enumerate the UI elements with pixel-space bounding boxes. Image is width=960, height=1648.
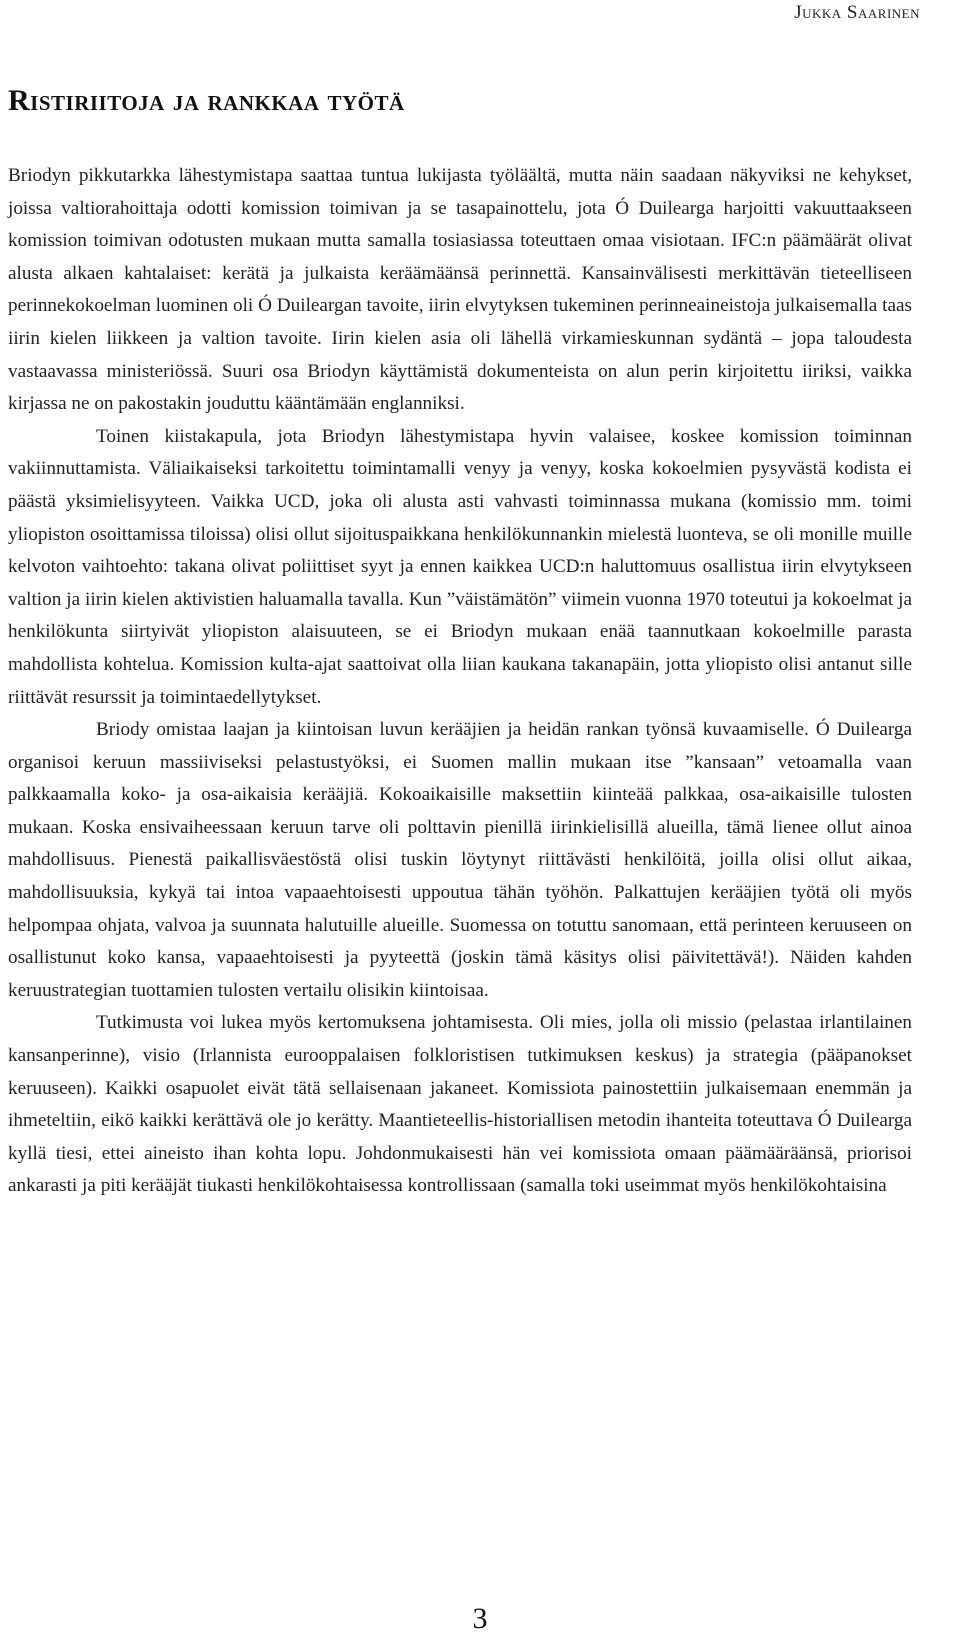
paragraph: Briody omistaa laajan ja kiintoisan luvun kerääjien ja heidän rankan työnsä kuvaamiselle. Ó Duilearga organisoi keruun massiiviseksi pelastustyöksi, ei Suomen mallin mukaan itse ”kansaan” vetoamalla vaan palkkaamalla koko- ja osa-aikaisia kerääjiä. Kokoaikaisille maksettiin kiinteää palkkaa, osa-aikaisille tulosten mukaan. Koska ensivaiheessaan keruun tarve oli polttavin pienillä iirinkielisillä alueilla, tämä lienee ollut ainoa mahdollisuus. Pienestä paikallisväestöstä olisi tuskin löytynyt riittävästi henkilöitä, joilla olisi ollut aikaa, mahdollisuuksia, kykyä tai intoa vapaaehtoisesti uppoutua tähän työhön. Palkattujen kerääjien työtä oli myös helpompaa ohjata, valvoa ja suunnata halutuille alueille. Suomessa on totuttu sanomaan, että perinteen keruuseen on osallistunut koko kansa, vapaaehtoisesti ja pyyteettä (joskin tämä käsitys olisi päivitettävä!). Näiden kahden keruustrategian tuottamien tulosten vertailu olisikin kiintoisaa. [8,719,912,1001]
article-body [8,160,912,1203]
page-number: 3 [472,1602,488,1635]
running-head: Jukka Saarinen [794,2,920,23]
paragraph: Briodyn pikkutarkka lähestymistapa saattaa tuntua lukijasta työläältä, mutta näin saadaan näkyviksi ne kehykset, joissa valtiorahoittaja odotti komission toimivan ja se tasapainottelu, jota Ó Duilearga harjoitti vakuuttaakseen komission toimivan odotusten mukaan mutta samalla tosiasiassa toteuttaen omaa visiotaan. IFC:n päämäärät olivat alusta alkaen kahtalaiset: kerätä ja julkaista keräämäänsä perinnettä. Kansainvälisesti merkittävän tieteelliseen perinnekokoelman luominen oli Ó Duileargan tavoite, iirin elvytyksen tukeminen perinneaineistoja julkaisemalla taas iirin kielen liikkeen ja valtion tavoite. Iirin kielen asia oli lähellä virkamieskunnan sydäntä – jopa taloudesta vastaavassa ministeriössä. Suuri osa Briodyn käyttämistä dokumenteista on alun perin kirjoitettu iiriksi, vaikka kirjassa ne on pakostakin jouduttu kääntämään englanniksi. [8,165,912,415]
paragraph: Tutkimusta voi lukea myös kertomuksena johtamisesta. Oli mies, jolla oli missio (pelastaa irlantilainen kansanperinne), visio (Irlannista eurooppalaisen folkloristisen tutkimuksen keskus) ja strategia (pääpanokset keruuseen). Kaikki osapuolet eivät tätä sellaisenaan jakaneet. Komissiota painostettiin julkaisemaan enemmän ja ihmeteltiin, eikö kaikki kerättävä ole jo kerätty. Maantieteellis-historiallisen metodin ihanteita toteuttava Ó Duilearga kyllä tiesi, ettei aineisto ihan kohta lopu. Johdonmukaisesti hän vei komissiota omaan päämääräänsä, priorisoi ankarasti ja piti kerääjät tiukasti henkilökohtaisessa kontrollissaan (samalla toki useimmat myös henkilökohtaisina [8,1012,912,1197]
section-title: Ristiriitoja ja rankkaa työtä [8,84,405,117]
paragraph: Toinen kiistakapula, jota Briodyn lähestymistapa hyvin valaisee, koskee komission toiminnan vakiinnuttamista. Väliaikaiseksi tarkoitettu toimintamalli venyy ja venyy, koska kokoelmien pysyvästä kodista ei päästä yksimielisyyteen. Vaikka UCD, joka oli alusta asti vahvasti toiminnassa mukana (komissio mm. toimi yliopiston osoittamissa tiloissa) olisi ollut sijoituspaikkana henkilökunnankin mielestä luonteva, se oli monille muille kelvoton vaihtoehto: takana olivat poliittiset syyt ja ennen kaikkea UCD:n haluttomuus osallistua iirin elvytykseen valtion ja iirin kielen aktivistien haluamalla tavalla. Kun ”väistämätön” viimein vuonna 1970 toteutui ja kokoelmat ja henkilökunta siirtyivät yliopiston alaisuuteen, se ei Briodyn mukaan enää taannutkaan kokoelmille parasta mahdollista kohtelua. Komission kulta-ajat saattoivat olla liian kaukana takanapäin, jotta yliopisto olisi antanut sille riittävät resurssit ja toimintaedellytykset. [8,425,912,708]
